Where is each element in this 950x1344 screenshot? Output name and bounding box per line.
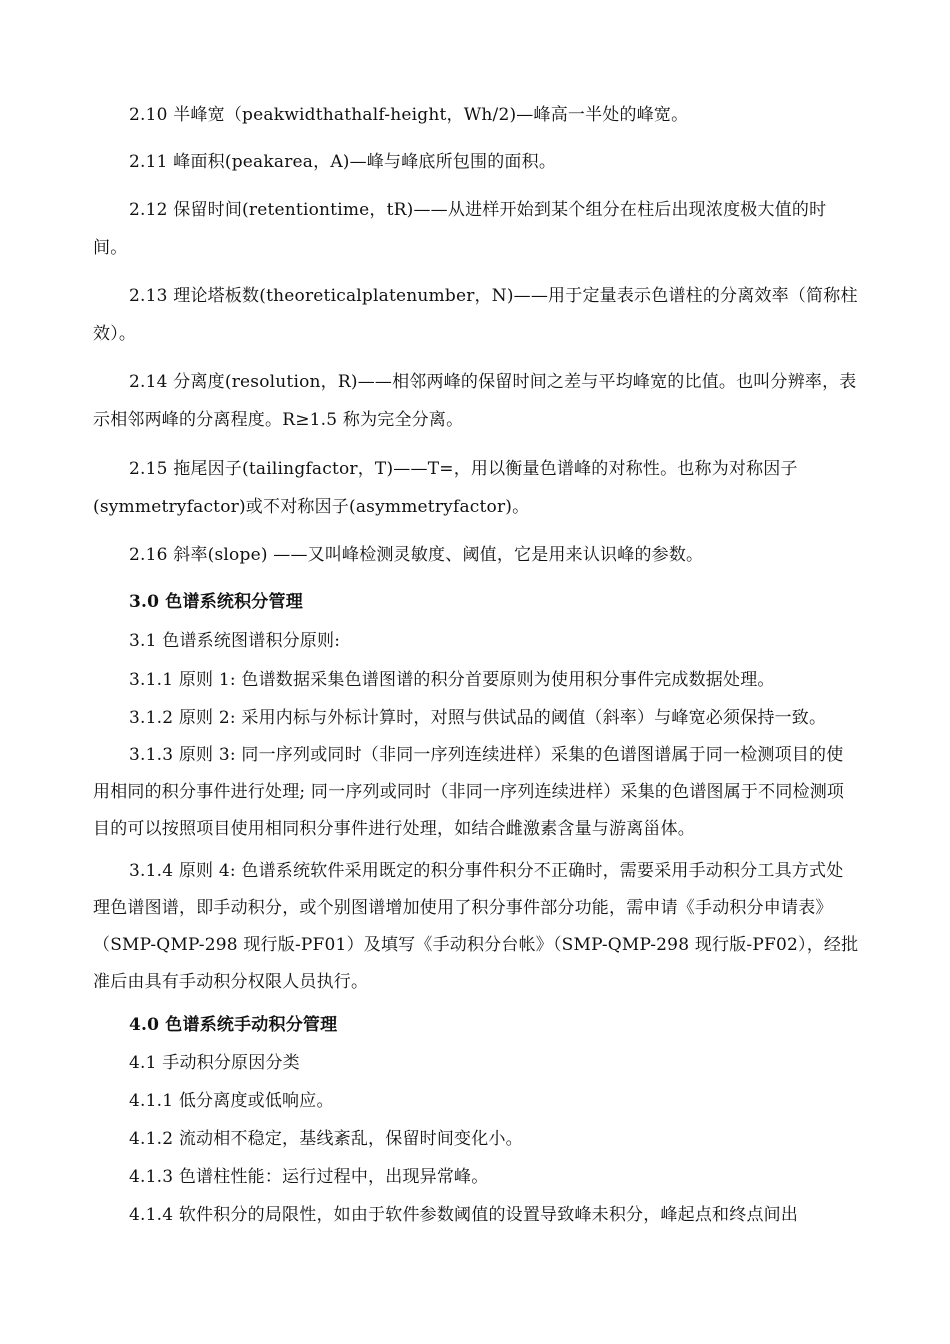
- paragraph-4-1-2: 4.1.2 流动相不稳定，基线紊乱，保留时间变化小。: [129, 1129, 523, 1149]
- paragraph-2-13: 2.13 理论塔板数(theoreticalplatenumber，N)——用于定量表示色谱柱的分离效率（简称柱效）。: [93, 286, 858, 344]
- paragraph-3-1-4: 3.1.4 原则 4: 色谱系统软件采用既定的积分事件积分不正确时，需要采用手动积分工具方式处理色谱图谱，即手动积分，或个别图谱增加使用了积分事件部分功能，需申请《手动积分申请表》（SMP-QMP-298 现行版-PF01）及填写《手动积分台帐》（SMP-QMP-298 现行版-PF02），经批准后由具有手动积分权限人员执行。: [93, 861, 859, 992]
- paragraph-4-1-3: 4.1.3 色谱柱性能：运行过程中，出现异常峰。: [129, 1167, 489, 1187]
- paragraph-4-1-4: 4.1.4 软件积分的局限性，如由于软件参数阈值的设置导致峰未积分，峰起点和终点间出: [129, 1205, 799, 1225]
- paragraph-2-16: 2.16 斜率(slope) ——又叫峰检测灵敏度、阈值，它是用来认识峰的参数。: [129, 545, 704, 565]
- section-heading-4-0: 4.0 色谱系统手动积分管理: [129, 1015, 338, 1035]
- paragraph-2-10: 2.10 半峰宽（peakwidthathalf-height，Wh/2)—峰高一半处的峰宽。: [129, 105, 689, 125]
- paragraph-3-1-1: 3.1.1 原则 1: 色谱数据采集色谱图谱的积分首要原则为使用积分事件完成数据处理。: [129, 670, 775, 690]
- paragraph-3-1: 3.1 色谱系统图谱积分原则:: [129, 631, 341, 651]
- paragraph-3-1-3: 3.1.3 原则 3: 同一序列或同时（非同一序列连续进样）采集的色谱图谱属于同一检测项目的使用相同的积分事件进行处理; 同一序列或同时（非同一序列连续进样）采集的色谱图属于不同检测项目的可以按照项目使用相同积分事件进行处理，如结合雌激素含量与游离甾体。: [93, 745, 845, 839]
- paragraph-3-1-2: 3.1.2 原则 2: 采用内标与外标计算时，对照与供试品的阈值（斜率）与峰宽必须保持一致。: [129, 708, 827, 728]
- paragraph-4-1: 4.1 手动积分原因分类: [129, 1053, 300, 1073]
- section-heading-3-0: 3.0 色谱系统积分管理: [129, 592, 303, 612]
- paragraph-2-11: 2.11 峰面积(peakarea，A)—峰与峰底所包围的面积。: [129, 152, 557, 172]
- paragraph-2-15: 2.15 拖尾因子(tailingfactor，T)——T=，用以衡量色谱峰的对称性。也称为对称因子(symmetryfactor)或不对称因子(asymmetryfactor)。: [93, 459, 798, 517]
- paragraph-2-14: 2.14 分离度(resolution，R)——相邻两峰的保留时间之差与平均峰宽的比值。也叫分辨率，表示相邻两峰的分离程度。R≥1.5 称为完全分离。: [93, 372, 857, 430]
- paragraph-2-12: 2.12 保留时间(retentiontime，tR)——从进样开始到某个组分在柱后出现浓度极大值的时间。: [93, 200, 827, 258]
- paragraph-4-1-1: 4.1.1 低分离度或低响应。: [129, 1091, 334, 1111]
